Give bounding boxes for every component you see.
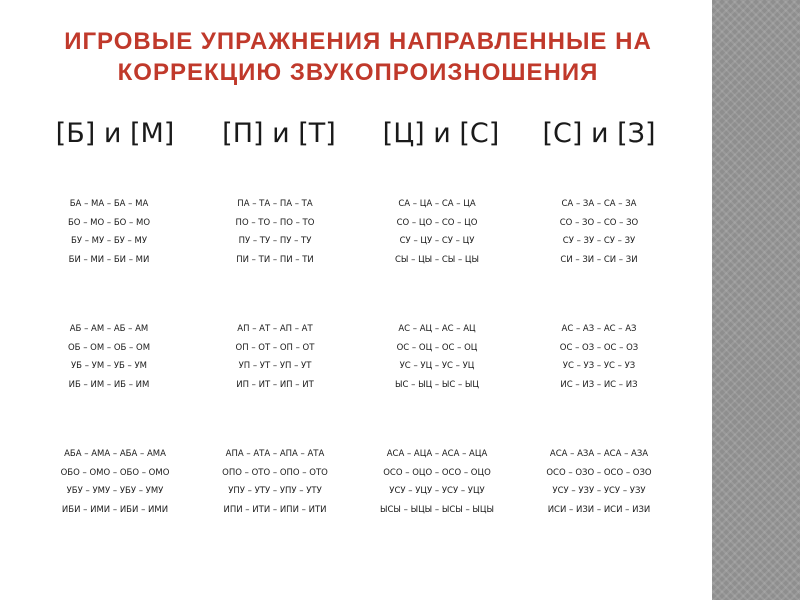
column-headers [0, 118, 712, 158]
syllable-row: ЫСЫ – ЫЦЫ – ЫСЫ – ЫЦЫ [379, 504, 495, 515]
syllable-row: АПА – АТА – АПА – АТА [225, 449, 325, 459]
column-b-m [24, 195, 194, 269]
syllable-row: АБА – АМА – АБА – АМА [64, 449, 166, 459]
syllable-row: СО – ЦО – СО – ЦО [396, 217, 478, 228]
syllable-row: ИС – ИЗ – ИС – ИЗ [560, 379, 638, 390]
decorative-side-strip [712, 0, 800, 600]
syllable-row: УС – УЦ – УС – УЦ [399, 361, 475, 372]
syllable-row: СЫ – ЦЫ – СЫ – ЦЫ [394, 254, 480, 265]
syllable-row: СУ – ЦУ – СУ – ЦУ [399, 236, 475, 247]
syllable-row: ПУ – ТУ – ПУ – ТУ [238, 236, 312, 247]
syllable-row: АС – АЗ – АС – АЗ [561, 324, 637, 334]
syllable-row: СА – ЦА – СА – ЦА [398, 199, 476, 209]
syllable-row: ОП – ОТ – ОП – ОТ [235, 342, 315, 353]
syllable-row: БУ – МУ – БУ – МУ [70, 236, 147, 247]
header-b-m: [Б] и [М] [55, 118, 175, 149]
syllable-row: ИПИ – ИТИ – ИПИ – ИТИ [223, 504, 327, 515]
syllable-row: УБУ – УМУ – УБУ – УМУ [66, 486, 164, 497]
syllable-row: ОБО – ОМО – ОБО – ОМО [60, 467, 170, 478]
syllable-row: ОС – ОЗ – ОС – ОЗ [559, 342, 639, 353]
title-line-1: ИГРОВЫЕ УПРАЖНЕНИЯ НАПРАВЛЕННЫЕ НА [64, 28, 652, 55]
syllable-row: АСА – АЗА – АСА – АЗА [549, 449, 649, 459]
column-ts-s [352, 195, 522, 269]
slide-title [18, 26, 698, 88]
header-p-t: [П] и [Т] [222, 118, 336, 149]
column-s-z [514, 195, 684, 269]
syllable-row: СО – ЗО – СО – ЗО [559, 217, 639, 228]
header-s-z: [С] и [З] [542, 118, 656, 149]
syllable-row: УС – УЗ – УС – УЗ [562, 361, 636, 372]
syllable-row: ЫС – ЫЦ – ЫС – ЫЦ [394, 379, 480, 390]
syllable-row: ПО – ТО – ПО – ТО [235, 217, 315, 228]
syllable-row: ПИ – ТИ – ПИ – ТИ [236, 254, 314, 265]
title-line-2: КОРРЕКЦИЮ ЗВУКОПРОИЗНОШЕНИЯ [117, 59, 599, 86]
syllable-row: АС – АЦ – АС – АЦ [398, 324, 476, 334]
syllable-row: УСУ – УЗУ – УСУ – УЗУ [552, 486, 646, 497]
syllable-row: СИ – ЗИ – СИ – ЗИ [560, 254, 638, 265]
syllable-row: ПА – ТА – ПА – ТА [237, 199, 313, 209]
column-b-m [30, 445, 200, 519]
column-ts-s [352, 445, 522, 519]
syllable-row: УП – УТ – УП – УТ [238, 361, 312, 372]
syllable-row: ОПО – ОТО – ОПО – ОТО [222, 467, 328, 478]
column-ts-s [352, 320, 522, 394]
syllable-row: БА – МА – БА – МА [69, 199, 149, 209]
syllable-row: ИБ – ИМ – ИБ – ИМ [68, 379, 150, 390]
syllable-row: ОСО – ОЗО – ОСО – ОЗО [546, 467, 652, 478]
column-p-t [190, 320, 360, 394]
syllable-row: БО – МО – БО – МО [67, 217, 151, 228]
column-b-m [24, 320, 194, 394]
syllable-row: УБ – УМ – УБ – УМ [70, 361, 147, 372]
syllable-row: УПУ – УТУ – УПУ – УТУ [228, 486, 322, 497]
syllable-row: ИБИ – ИМИ – ИБИ – ИМИ [61, 504, 169, 515]
syllable-row: СУ – ЗУ – СУ – ЗУ [562, 236, 636, 247]
syllable-row: ОС – ОЦ – ОС – ОЦ [396, 342, 478, 353]
syllable-row: ИСИ – ИЗИ – ИСИ – ИЗИ [547, 504, 651, 515]
syllable-row: АП – АТ – АП – АТ [237, 324, 313, 334]
header-ts-s: [Ц] и [С] [382, 118, 500, 149]
syllable-row: УСУ – УЦУ – УСУ – УЦУ [389, 486, 485, 497]
column-p-t [190, 195, 360, 269]
syllable-row: ОБ – ОМ – ОБ – ОМ [67, 342, 151, 353]
syllable-row: ИП – ИТ – ИП – ИТ [236, 379, 314, 390]
syllable-row: ОСО – ОЦО – ОСО – ОЦО [383, 467, 491, 478]
column-s-z [514, 320, 684, 394]
syllable-row: СА – ЗА – СА – ЗА [561, 199, 637, 209]
column-s-z [514, 445, 684, 519]
syllable-row: АБ – АМ – АБ – АМ [69, 324, 149, 334]
column-p-t [190, 445, 360, 519]
syllable-row: АСА – АЦА – АСА – АЦА [386, 449, 488, 459]
syllable-row: БИ – МИ – БИ – МИ [68, 254, 150, 265]
